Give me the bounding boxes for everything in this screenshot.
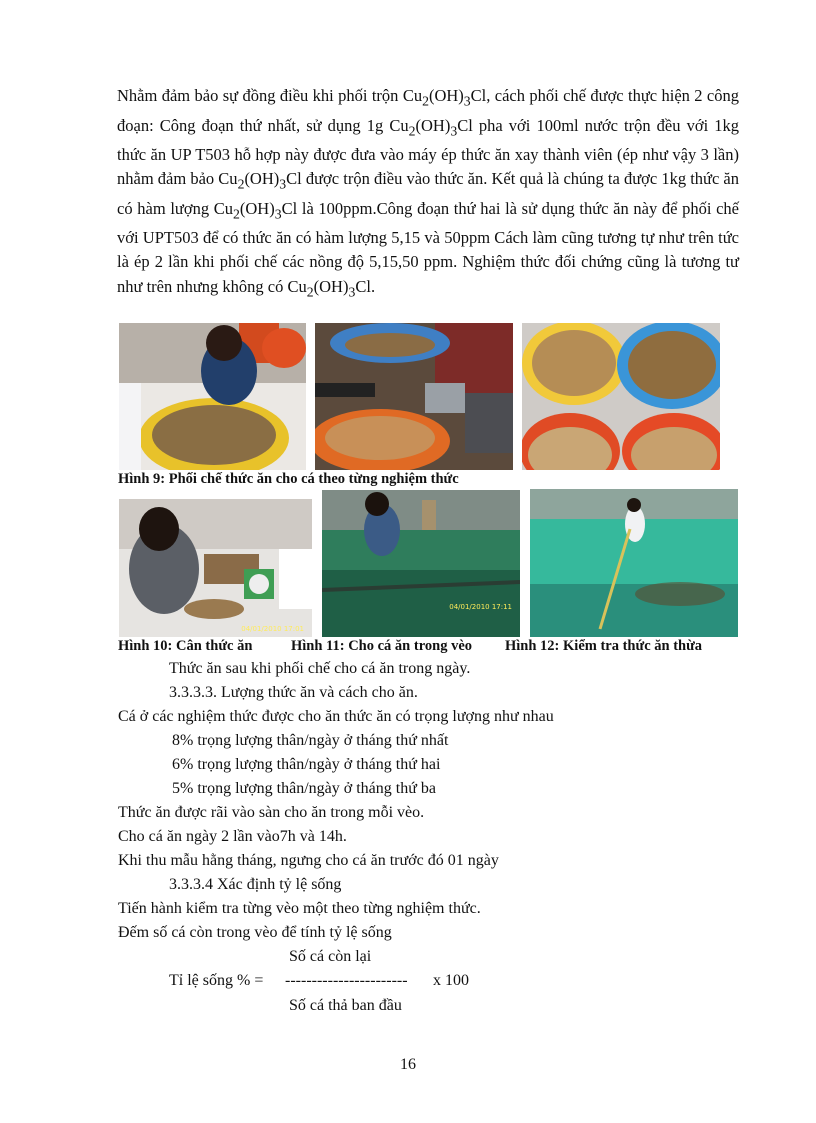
text-line: Đếm số cá còn trong vèo để tính tỷ lệ sống (118, 924, 392, 941)
text-line: Khi thu mẫu hằng tháng, ngưng cho cá ăn trước đó 01 ngày (118, 852, 499, 869)
figure-11-caption: Hình 11: Cho cá ăn trong vèo (291, 638, 473, 654)
photo-feed-grinder (315, 323, 513, 470)
formula-label: Tỉ lệ sống % = (169, 972, 264, 989)
text-line: Tiến hành kiểm tra từng vèo một theo từng nghiệm thức. (118, 900, 481, 917)
figure-12-caption: Hình 12: Kiểm tra thức ăn thừa (505, 638, 703, 654)
chem-formula: $Cu_2(OH)_3Cl$ (389, 115, 473, 138)
formula-denominator: Số cá thả ban đầu (289, 997, 402, 1014)
list-item: 6% trọng lượng thân/ngày ở tháng thứ hai (172, 756, 441, 773)
list-item: 5% trọng lượng thân/ngày ở tháng thứ ba (172, 780, 436, 797)
photo-checking-leftover-feed (530, 489, 738, 637)
section-heading-3-3-3-3: 3.3.3.3. Lượng thức ăn và cách cho ăn. (169, 684, 418, 701)
page-number: 16 (400, 1056, 416, 1073)
photo-feeding-net-pen (322, 490, 520, 637)
chem-formula: $Cu_2(OH)_3Cl$ (287, 276, 371, 299)
photo-weighing-feed (119, 499, 312, 637)
photo-timestamp: 04/01/2010 17:01 (241, 625, 304, 633)
formula-multiplier: x 100 (433, 972, 469, 989)
text-line: Thức ăn sau khi phối chế cho cá ăn trong ngày. (169, 660, 471, 677)
text-line: Cho cá ăn ngày 2 lần vào7h và 14h. (118, 828, 347, 845)
chem-formula: $Cu_2(OH)_3Cl$ (213, 198, 298, 221)
figure-10-caption: Hình 10: Cân thức ăn (118, 638, 253, 654)
list-item: 8% trọng lượng thân/ngày ở tháng thứ nhất (172, 732, 449, 749)
intro-paragraph: Nhằm đảm bảo sự đồng điều khi phối trộn $Cu_2(OH)_3Cl$, cách phối chế được thực hiện 2 công đoạn: Công đoạn thứ nhất, sử dụng 1g $Cu_2(OH)_3Cl$ pha với 100ml nước trộn đều với 1kg thức ăn UP T503 hỗ hợp này được đưa vào máy ép thức ăn xay thành viên (ép như vậy 3 lần) nhằm đảm bảo $Cu_2(OH)_3Cl$ được trộn điều vào thức ăn. Kết quả là chúng ta được 1kg thức ăn có hàm lượng $Cu_2(OH)_3Cl$ là 100ppm.Công đoạn thứ hai là sử dụng thức ăn này để phối chế với UPT503 để có thức ăn có hàm lượng 5,15 và 50ppm Cách làm cũng tương tự như trên tức là ép 2 lần khi phối chế các nồng độ 5,15,50 ppm. Nghiệm thức đối chứng cũng là tương tư như trên nhưng không có $Cu_2(OH)_3Cl$. (117, 86, 740, 299)
text-line: Thức ăn được rãi vào sàn cho ăn trong mỗi vèo. (118, 804, 425, 821)
chem-formula: $Cu_2(OH)_3Cl$ (218, 169, 302, 192)
formula-numerator: Số cá còn lại (289, 948, 372, 965)
text-line: Cá ở các nghiệm thức được cho ăn thức ăn có trọng lượng như nhau (118, 708, 554, 725)
photo-feed-basins (522, 323, 720, 470)
section-heading-3-3-3-4: 3.3.3.4 Xác định tỷ lệ sống (169, 876, 342, 893)
chem-formula: $Cu_2(OH)_3Cl$ (402, 86, 487, 109)
figure-9-caption: Hình 9: Phối chế thức ăn cho cá theo từng nghiệm thức (118, 471, 459, 487)
photo-timestamp: 04/01/2010 17:11 (449, 603, 512, 611)
photo-mixing-yellow-basin (119, 323, 306, 470)
formula-fraction-bar: ----------------------- (285, 972, 408, 989)
